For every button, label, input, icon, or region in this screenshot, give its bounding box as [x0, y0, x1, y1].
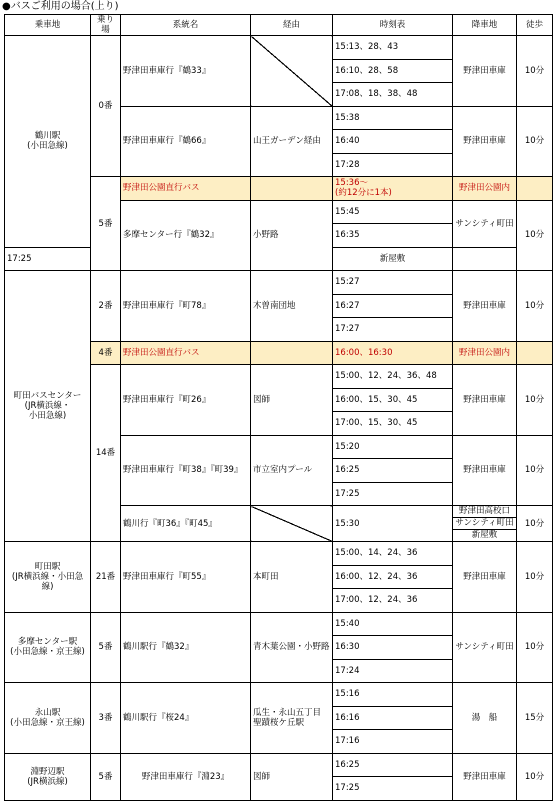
- via-cell: 本町田: [251, 542, 333, 613]
- walk-cell: 10分: [517, 612, 553, 683]
- table-header-row: [5, 15, 553, 36]
- route-tsuru66: 野津田車庫行『鶴66』: [121, 106, 251, 177]
- station-nagayama: 永山駅 (小田急線・京王線): [5, 683, 91, 754]
- time-cell: 17:25: [333, 482, 453, 506]
- header-walk: 徒歩: [517, 15, 553, 36]
- station-tsurukawa: 鶴川駅 (小田急線): [5, 36, 91, 248]
- time-cell: 17:16: [333, 730, 453, 754]
- time-cell: 17:00、12、24、36: [333, 589, 453, 613]
- time-cell: 15:38: [333, 106, 453, 130]
- walk-cell: 15分: [517, 683, 553, 754]
- route-direct-bus: 野津田公園直行バス: [121, 177, 251, 201]
- stop-cell: 野津田車庫: [453, 106, 517, 177]
- stop-cell: 新屋敷: [333, 247, 453, 271]
- route-fuchi23: 野津田車庫行『淵23』: [121, 753, 251, 800]
- route-machi38-39: 野津田車庫行『町38』『町39』: [121, 435, 251, 506]
- time-cell: 15:45: [333, 200, 453, 224]
- route-tsuru32: 鶴川駅行『鶴32』: [121, 612, 251, 683]
- header-boarding-place: 乗車地: [5, 15, 91, 36]
- stop-cell: サンシティ町田: [453, 518, 516, 530]
- stop-cell: 野津田公園内: [453, 341, 517, 365]
- time-cell: 15:30: [333, 506, 453, 542]
- via-cell: 市立室内プール: [251, 435, 333, 506]
- route-machi78: 野津田車庫行『町78』: [121, 271, 251, 342]
- stop-cell: サンシティ町田: [453, 200, 517, 247]
- walk-none: [517, 177, 553, 201]
- walk-cell: 10分: [517, 506, 553, 542]
- time-cell: 16:00、12、24、36: [333, 565, 453, 589]
- platform-5: 5番: [91, 753, 121, 800]
- via-cell: 図師: [251, 753, 333, 800]
- walk-cell: 10分: [517, 200, 553, 271]
- time-cell: 17:25: [5, 247, 91, 271]
- route-sakura24: 鶴川駅行『桜24』: [121, 683, 251, 754]
- header-timetable: 時刻表: [333, 15, 453, 36]
- stop-cell: 野津田車庫: [453, 753, 517, 800]
- time-cell: 16:16: [333, 706, 453, 730]
- platform-14: 14番: [91, 365, 121, 542]
- time-cell: 17:24: [333, 659, 453, 683]
- stop-cell: 新屋敷: [471, 530, 498, 540]
- time-cell: 15:13、28、43: [333, 36, 453, 60]
- time-cell: 17:25: [333, 777, 453, 801]
- walk-cell: 10分: [517, 542, 553, 613]
- walk-cell: 10分: [517, 271, 553, 342]
- station-machida: 町田駅 (JR横浜線・小田急 線): [5, 542, 91, 613]
- route-tsuru33: 野津田車庫行『鶴33』: [121, 36, 251, 107]
- via-none: [251, 177, 333, 201]
- stop-cell: 野津田高校口: [453, 506, 516, 518]
- stop-cell: 野津田車庫: [453, 271, 517, 342]
- time-cell: 16:35: [333, 224, 453, 248]
- station-fuchinobe: 淵野辺駅 (JR横浜線): [5, 753, 91, 800]
- platform-5: 5番: [91, 612, 121, 683]
- time-cell: 16:27: [333, 294, 453, 318]
- table-row: [5, 271, 553, 295]
- walk-cell: 10分: [517, 753, 553, 800]
- header-via: 経由: [251, 15, 333, 36]
- platform-21: 21番: [91, 542, 121, 613]
- bus-timetable: [4, 14, 553, 801]
- time-cell: 16:40: [333, 130, 453, 154]
- time-cell: 16:25: [333, 459, 453, 483]
- time-cell: 15:20: [333, 435, 453, 459]
- walk-cell: 10分: [517, 365, 553, 436]
- walk-cell: 10分: [517, 435, 553, 506]
- walk-cell: 10分: [517, 36, 553, 107]
- stop-cell: 野津田公園内: [453, 177, 517, 201]
- time-cell: 16:00、15、30、45: [333, 388, 453, 412]
- walk-none: [517, 341, 553, 365]
- platform-0: 0番: [91, 36, 121, 177]
- table-row: [5, 753, 553, 777]
- via-cell: 青木葉公園・小野路: [251, 612, 333, 683]
- time-cell: 16:30: [333, 636, 453, 660]
- header-route: 系統名: [121, 15, 251, 36]
- time-cell: 17:28: [333, 153, 453, 177]
- time-cell: 16:00、16:30: [333, 341, 453, 365]
- time-cell: 17:27: [333, 318, 453, 342]
- via-none: [251, 341, 333, 365]
- stop-stack: [453, 506, 517, 542]
- time-cell: 17:08、18、38、48: [333, 83, 453, 107]
- time-cell: 15:40: [333, 612, 453, 636]
- station-machida-bus-center: 町田バスセンター (JR横浜線・ 小田急線): [5, 271, 91, 542]
- platform-3: 3番: [91, 683, 121, 754]
- route-tsuru32: 多摩センター行『鶴32』: [121, 200, 251, 271]
- platform-2: 2番: [91, 271, 121, 342]
- table-row: [5, 542, 553, 566]
- stop-cell: 野津田車庫: [453, 435, 517, 506]
- platform-5: 5番: [91, 177, 121, 271]
- time-cell: 15:00、12、24、36、48: [333, 365, 453, 389]
- stop-cell: 野津田車庫: [453, 365, 517, 436]
- stop-cell: 野津田車庫: [453, 542, 517, 613]
- via-none: [251, 36, 333, 107]
- via-cell: 瓜生・永山五丁目 聖蹟桜ケ丘駅: [251, 683, 333, 754]
- route-machi36-45: 鶴川行『町36』『町45』: [121, 506, 251, 542]
- via-cell: 小野路: [251, 200, 333, 271]
- stop-cell: 湯 船: [453, 683, 517, 754]
- time-cell: 15:27: [333, 271, 453, 295]
- route-machi55: 野津田車庫行『町55』: [121, 542, 251, 613]
- via-cell: 山王ガーデン経由: [251, 106, 333, 177]
- time-cell: 16:10、28、58: [333, 59, 453, 83]
- section-caption: ●バスご利用の場合(上り): [2, 1, 119, 12]
- header-platform: 乗り場: [91, 15, 121, 36]
- time-cell: 15:16: [333, 683, 453, 707]
- station-tama-center: 多摩センター駅 (小田急線・京王線): [5, 612, 91, 683]
- time-cell: 15:00、14、24、36: [333, 542, 453, 566]
- route-direct-bus: 野津田公園直行バス: [121, 341, 251, 365]
- route-machi26: 野津田車庫行『町26』: [121, 365, 251, 436]
- walk-cell: 10分: [517, 106, 553, 177]
- via-cell: 木曽南団地: [251, 271, 333, 342]
- time-cell: 17:00、15、30、45: [333, 412, 453, 436]
- via-none: [251, 506, 333, 542]
- table-row: [5, 612, 553, 636]
- time-cell: 15:36〜 (約12分に1本): [333, 177, 453, 201]
- platform-4: 4番: [91, 341, 121, 365]
- stop-cell: サンシティ町田: [453, 612, 517, 683]
- header-alighting: 降車地: [453, 15, 517, 36]
- table-row: [5, 683, 553, 707]
- time-cell: 16:25: [333, 753, 453, 777]
- via-cell: 図師: [251, 365, 333, 436]
- table-row: [5, 36, 553, 60]
- stop-cell: 野津田車庫: [453, 36, 517, 107]
